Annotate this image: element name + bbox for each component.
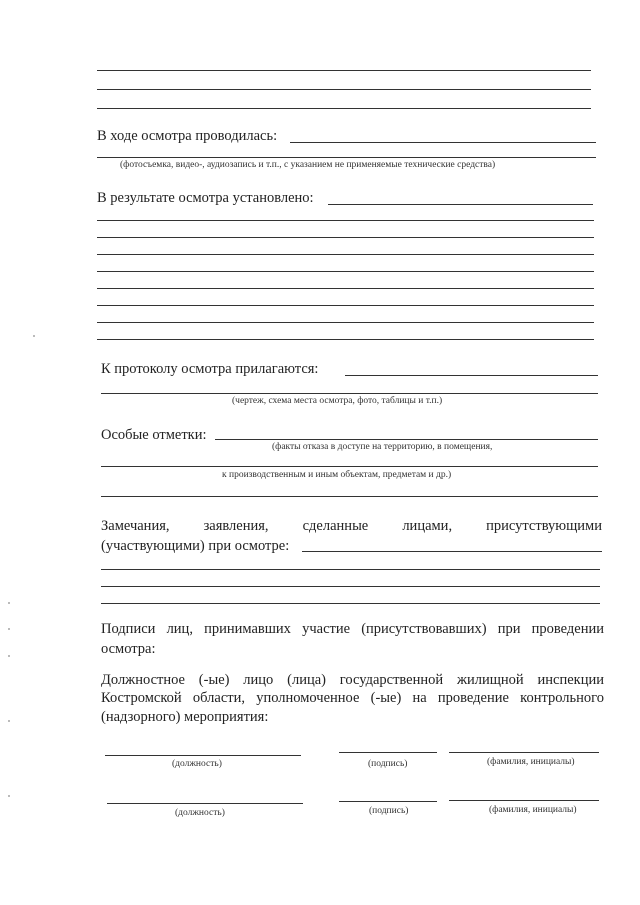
attachments-caption: (чертеж, схема места осмотра, фото, таблицы и т.п.) bbox=[232, 396, 443, 406]
blank-line bbox=[97, 220, 594, 221]
blank-line bbox=[101, 496, 598, 497]
blank-line bbox=[97, 108, 591, 109]
signature-caption: (подпись) bbox=[369, 806, 409, 816]
remarks-line-2: (участвующими) при осмотре: bbox=[101, 538, 290, 554]
scan-speck bbox=[8, 720, 10, 722]
position-caption: (должность) bbox=[175, 808, 225, 818]
blank-line bbox=[97, 89, 591, 90]
special-marks-label: Особые отметки: bbox=[101, 427, 207, 443]
scan-speck bbox=[33, 335, 35, 337]
official-line-3: (надзорного) мероприятия: bbox=[101, 709, 269, 725]
blank-line bbox=[97, 288, 594, 289]
blank-line bbox=[97, 157, 596, 158]
blank-line bbox=[101, 569, 600, 570]
blank-line bbox=[97, 339, 594, 340]
special-marks-line[interactable] bbox=[215, 439, 598, 440]
blank-line bbox=[97, 70, 591, 71]
signature-line[interactable] bbox=[339, 801, 437, 802]
blank-line bbox=[97, 271, 594, 272]
inspection-conducted-caption: (фотосъемка, видео-, аудиозапись и т.п., с указанием не применяемые технические средства) bbox=[120, 160, 496, 170]
attachments-label: К протоколу осмотра прилагаются: bbox=[101, 361, 319, 377]
attachments-line[interactable] bbox=[345, 375, 598, 376]
signatures-heading-line-1: Подписи лиц, принимавших участие (присутствовавших) при проведении bbox=[101, 621, 604, 637]
signature-line[interactable] bbox=[339, 752, 437, 753]
official-line-2: Костромской области, уполномоченное (-ые) на проведение контрольного bbox=[101, 690, 604, 706]
blank-line bbox=[101, 393, 598, 394]
scan-speck bbox=[8, 628, 10, 630]
special-marks-caption-2: к производственным и иным объектам, предметам и др.) bbox=[222, 470, 452, 480]
blank-line bbox=[97, 237, 594, 238]
scan-speck bbox=[8, 795, 10, 797]
remarks-line-1: Замечания, заявления, сделанные лицами, присутствующими bbox=[101, 518, 602, 534]
name-caption: (фамилия, инициалы) bbox=[487, 757, 575, 767]
blank-line bbox=[97, 322, 594, 323]
scan-speck bbox=[8, 602, 10, 604]
blank-line bbox=[101, 586, 600, 587]
blank-line bbox=[101, 466, 598, 467]
inspection-result-line[interactable] bbox=[328, 204, 593, 205]
blank-line bbox=[97, 305, 594, 306]
inspection-conducted-line[interactable] bbox=[290, 142, 596, 143]
remarks-line[interactable] bbox=[302, 551, 602, 552]
signature-caption: (подпись) bbox=[368, 759, 408, 769]
position-caption: (должность) bbox=[172, 759, 222, 769]
position-line[interactable] bbox=[105, 755, 301, 756]
inspection-conducted-label: В ходе осмотра проводилась: bbox=[97, 128, 278, 144]
blank-line bbox=[101, 603, 600, 604]
inspection-result-label: В результате осмотра установлено: bbox=[97, 190, 314, 206]
special-marks-caption-1: (факты отказа в доступе на территорию, в помещения, bbox=[272, 442, 493, 452]
blank-line bbox=[97, 254, 594, 255]
official-line-1: Должностное (-ые) лицо (лица) государственной жилищной инспекции bbox=[101, 672, 604, 688]
name-line[interactable] bbox=[449, 800, 599, 801]
scan-speck bbox=[8, 655, 10, 657]
position-line[interactable] bbox=[107, 803, 303, 804]
name-caption: (фамилия, инициалы) bbox=[489, 805, 577, 815]
name-line[interactable] bbox=[449, 752, 599, 753]
signatures-heading-line-2: осмотра: bbox=[101, 641, 156, 657]
